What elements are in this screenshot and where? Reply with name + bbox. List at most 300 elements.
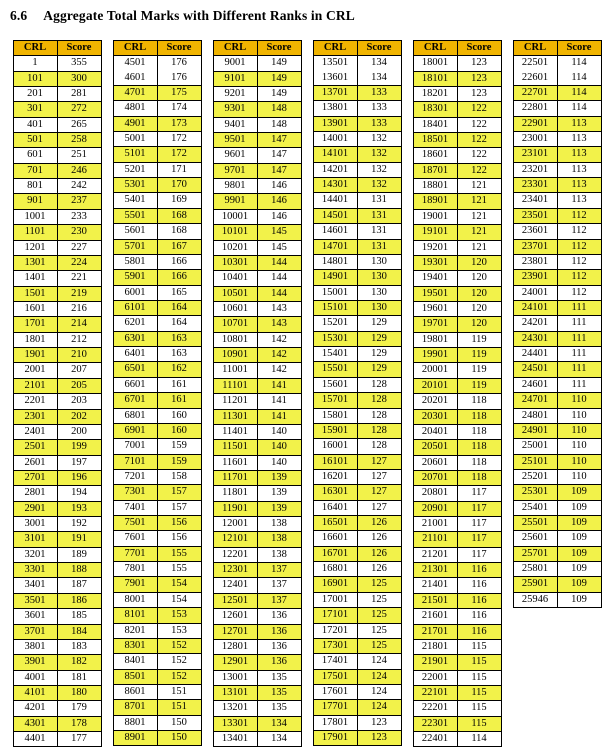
table-row: [313, 638, 401, 653]
cell-score: 113: [557, 116, 601, 131]
table-row: [13, 255, 101, 270]
cell-score: 117: [457, 486, 501, 501]
table-row: [113, 700, 201, 715]
cell-crl: 24701: [513, 393, 557, 408]
table-row: [213, 624, 301, 639]
cell-crl: 25701: [513, 546, 557, 561]
cell-score: 125: [357, 638, 401, 653]
cell-score: 111: [557, 301, 601, 316]
cell-crl: 18901: [413, 194, 457, 209]
cell-crl: 6601: [113, 377, 157, 392]
cell-crl: 9801: [213, 179, 257, 194]
cell-score: 124: [357, 700, 401, 715]
cell-score: 109: [557, 516, 601, 531]
table-row: [13, 578, 101, 593]
cell-crl: 21801: [413, 639, 457, 654]
cell-crl: 8701: [113, 700, 157, 715]
cell-score: 131: [357, 239, 401, 254]
cell-score: 152: [157, 654, 201, 669]
cell-score: 272: [57, 102, 101, 117]
table-row: [313, 669, 401, 684]
cell-crl: 22001: [413, 670, 457, 685]
cell-score: 117: [457, 517, 501, 532]
cell-score: 196: [57, 470, 101, 485]
cell-crl: 8201: [113, 623, 157, 638]
cell-score: 115: [457, 670, 501, 685]
cell-crl: 25101: [513, 454, 557, 469]
cell-crl: 19201: [413, 240, 457, 255]
cell-score: 134: [357, 71, 401, 86]
cell-crl: 6201: [113, 316, 157, 331]
cell-score: 141: [257, 394, 301, 409]
rank-table-block-2: [208, 40, 306, 747]
cell-score: 130: [357, 285, 401, 300]
table-row: [13, 455, 101, 470]
table-row: [113, 347, 201, 362]
table-row: [13, 440, 101, 455]
table-row: [313, 101, 401, 116]
table-row: [413, 332, 501, 347]
table-row: [413, 440, 501, 455]
cell-crl: 2501: [13, 440, 57, 455]
cell-score: 137: [257, 578, 301, 593]
cell-score: 110: [557, 423, 601, 438]
cell-crl: 14301: [313, 178, 357, 193]
table-row: [513, 408, 601, 423]
cell-crl: 5001: [113, 132, 157, 147]
cell-crl: 22401: [413, 732, 457, 747]
cell-score: 242: [57, 179, 101, 194]
table-row: [513, 423, 601, 438]
cell-score: 150: [157, 731, 201, 746]
cell-score: 110: [557, 469, 601, 484]
cell-score: 150: [157, 715, 201, 730]
cell-crl: 6801: [113, 408, 157, 423]
table-row: [213, 332, 301, 347]
cell-score: 138: [257, 532, 301, 547]
table-row: [113, 715, 201, 730]
cell-crl: 1: [13, 56, 57, 71]
table-row: [113, 654, 201, 669]
cell-score: 132: [357, 178, 401, 193]
table-row: [213, 148, 301, 163]
cell-crl: 11701: [213, 470, 257, 485]
cell-score: 141: [257, 409, 301, 424]
table-header-row: [13, 41, 101, 56]
cell-crl: 21201: [413, 547, 457, 562]
cell-crl: 3701: [13, 624, 57, 639]
cell-score: 166: [157, 270, 201, 285]
rank-table: [213, 40, 302, 747]
cell-score: 200: [57, 424, 101, 439]
cell-score: 207: [57, 363, 101, 378]
cell-score: 251: [57, 148, 101, 163]
cell-score: 118: [457, 424, 501, 439]
table-row: [113, 408, 201, 423]
section-number: 6.6: [10, 8, 28, 23]
table-row: [213, 378, 301, 393]
rank-table-block-4: [408, 40, 506, 747]
table-row: [213, 102, 301, 117]
cell-score: 111: [557, 377, 601, 392]
cell-crl: 12201: [213, 547, 257, 562]
cell-crl: 12601: [213, 609, 257, 624]
table-row: [13, 532, 101, 547]
cell-crl: 24901: [513, 423, 557, 438]
cell-score: 116: [457, 624, 501, 639]
cell-score: 202: [57, 409, 101, 424]
table-row: [13, 225, 101, 240]
table-row: [213, 732, 301, 747]
cell-crl: 13601: [313, 71, 357, 86]
table-row: [213, 563, 301, 578]
table-row: [113, 239, 201, 254]
cell-score: 124: [357, 669, 401, 684]
table-row: [413, 578, 501, 593]
table-row: [213, 455, 301, 470]
column-header-crl: CRL: [313, 41, 357, 56]
cell-score: 246: [57, 163, 101, 178]
cell-score: 154: [157, 577, 201, 592]
cell-crl: 20501: [413, 440, 457, 455]
cell-score: 135: [257, 685, 301, 700]
cell-score: 129: [357, 362, 401, 377]
table-row: [413, 271, 501, 286]
table-row: [313, 85, 401, 100]
cell-crl: 18701: [413, 163, 457, 178]
table-row: [313, 531, 401, 546]
cell-score: 118: [457, 470, 501, 485]
cell-score: 145: [257, 240, 301, 255]
cell-crl: 3301: [13, 563, 57, 578]
cell-score: 127: [357, 454, 401, 469]
cell-crl: 3601: [13, 609, 57, 624]
cell-crl: 16901: [313, 577, 357, 592]
table-row: [413, 470, 501, 485]
cell-crl: 1001: [13, 209, 57, 224]
cell-score: 122: [457, 102, 501, 117]
cell-crl: 24201: [513, 316, 557, 331]
cell-crl: 25201: [513, 469, 557, 484]
cell-score: 110: [557, 393, 601, 408]
cell-crl: 23201: [513, 162, 557, 177]
cell-crl: 7401: [113, 500, 157, 515]
cell-crl: 10001: [213, 209, 257, 224]
cell-crl: 15001: [313, 285, 357, 300]
cell-crl: 22601: [513, 71, 557, 86]
table-row: [313, 700, 401, 715]
cell-score: 128: [357, 423, 401, 438]
table-row: [113, 85, 201, 100]
cell-crl: 13001: [213, 670, 257, 685]
cell-crl: 8101: [113, 608, 157, 623]
cell-score: 141: [257, 378, 301, 393]
cell-score: 194: [57, 486, 101, 501]
table-row: [113, 500, 201, 515]
cell-score: 184: [57, 624, 101, 639]
table-row: [213, 655, 301, 670]
cell-score: 140: [257, 424, 301, 439]
cell-score: 117: [457, 501, 501, 516]
table-row: [313, 485, 401, 500]
cell-score: 134: [357, 56, 401, 71]
cell-crl: 501: [13, 133, 57, 148]
cell-score: 116: [457, 609, 501, 624]
cell-score: 164: [157, 301, 201, 316]
cell-score: 115: [457, 701, 501, 716]
cell-crl: 5301: [113, 178, 157, 193]
table-row: [113, 316, 201, 331]
table-row: [313, 71, 401, 86]
table-row: [113, 454, 201, 469]
table-row: [13, 317, 101, 332]
table-row: [213, 194, 301, 209]
cell-score: 216: [57, 302, 101, 317]
cell-score: 133: [357, 116, 401, 131]
table-row: [113, 208, 201, 223]
table-row: [513, 592, 601, 607]
cell-score: 111: [557, 362, 601, 377]
table-row: [413, 179, 501, 194]
table-row: [313, 254, 401, 269]
table-header-row: [513, 41, 601, 56]
cell-crl: 4501: [113, 56, 157, 71]
cell-crl: 25901: [513, 577, 557, 592]
table-row: [113, 393, 201, 408]
table-row: [213, 470, 301, 485]
table-row: [413, 163, 501, 178]
table-row: [413, 133, 501, 148]
cell-crl: 3801: [13, 639, 57, 654]
table-row: [413, 225, 501, 240]
cell-score: 123: [457, 86, 501, 101]
table-row: [413, 409, 501, 424]
cell-score: 123: [457, 71, 501, 86]
table-row: [113, 516, 201, 531]
table-row: [413, 148, 501, 163]
table-row: [213, 117, 301, 132]
table-row: [313, 500, 401, 515]
table-row: [213, 133, 301, 148]
cell-crl: 24301: [513, 331, 557, 346]
cell-score: 160: [157, 423, 201, 438]
cell-score: 156: [157, 531, 201, 546]
cell-score: 188: [57, 563, 101, 578]
cell-score: 233: [57, 209, 101, 224]
cell-score: 130: [357, 270, 401, 285]
column-header-crl: CRL: [413, 41, 457, 56]
table-row: [213, 578, 301, 593]
cell-crl: 11601: [213, 455, 257, 470]
cell-crl: 2301: [13, 409, 57, 424]
table-row: [13, 470, 101, 485]
cell-crl: 19901: [413, 348, 457, 363]
rank-table: [113, 40, 202, 746]
table-row: [13, 240, 101, 255]
cell-crl: 16301: [313, 485, 357, 500]
table-row: [413, 424, 501, 439]
cell-crl: 22301: [413, 716, 457, 731]
table-row: [513, 178, 601, 193]
table-row: [513, 469, 601, 484]
rank-table: [13, 40, 102, 747]
cell-score: 178: [57, 716, 101, 731]
cell-score: 176: [157, 71, 201, 86]
cell-score: 121: [457, 209, 501, 224]
table-row: [513, 454, 601, 469]
table-row: [313, 162, 401, 177]
cell-score: 118: [457, 440, 501, 455]
cell-crl: 8501: [113, 669, 157, 684]
cell-score: 119: [457, 348, 501, 363]
cell-crl: 9501: [213, 133, 257, 148]
cell-score: 119: [457, 378, 501, 393]
cell-score: 221: [57, 271, 101, 286]
cell-score: 127: [357, 500, 401, 515]
table-row: [13, 716, 101, 731]
cell-crl: 1701: [13, 317, 57, 332]
cell-score: 158: [157, 469, 201, 484]
cell-score: 120: [457, 286, 501, 301]
table-row: [213, 409, 301, 424]
cell-crl: 301: [13, 102, 57, 117]
table-row: [313, 316, 401, 331]
cell-crl: 11501: [213, 440, 257, 455]
cell-score: 146: [257, 194, 301, 209]
table-row: [213, 255, 301, 270]
table-row: [213, 302, 301, 317]
cell-crl: 6001: [113, 285, 157, 300]
cell-score: 186: [57, 593, 101, 608]
cell-score: 227: [57, 240, 101, 255]
cell-crl: 8001: [113, 592, 157, 607]
cell-crl: 23101: [513, 147, 557, 162]
cell-crl: 15301: [313, 331, 357, 346]
cell-score: 152: [157, 669, 201, 684]
rank-table: [313, 40, 402, 746]
cell-score: 159: [157, 454, 201, 469]
cell-crl: 1201: [13, 240, 57, 255]
cell-score: 210: [57, 348, 101, 363]
cell-crl: 801: [13, 179, 57, 194]
cell-score: 114: [557, 101, 601, 116]
cell-crl: 7101: [113, 454, 157, 469]
table-row: [513, 331, 601, 346]
cell-score: 113: [557, 147, 601, 162]
table-row: [513, 254, 601, 269]
table-row: [313, 347, 401, 362]
cell-score: 148: [257, 117, 301, 132]
cell-score: 193: [57, 501, 101, 516]
cell-score: 136: [257, 655, 301, 670]
table-row: [413, 286, 501, 301]
table-row: [313, 193, 401, 208]
cell-score: 192: [57, 517, 101, 532]
cell-score: 134: [257, 716, 301, 731]
table-row: [13, 133, 101, 148]
table-row: [513, 147, 601, 162]
cell-score: 120: [457, 271, 501, 286]
cell-score: 140: [257, 455, 301, 470]
cell-score: 300: [57, 71, 101, 86]
cell-score: 214: [57, 317, 101, 332]
cell-crl: 17501: [313, 669, 357, 684]
cell-score: 128: [357, 439, 401, 454]
cell-score: 119: [457, 363, 501, 378]
table-row: [113, 592, 201, 607]
cell-crl: 4601: [113, 71, 157, 86]
table-row: [13, 593, 101, 608]
cell-score: 109: [557, 592, 601, 607]
table-header-row: [413, 41, 501, 56]
cell-crl: 4901: [113, 116, 157, 131]
table-row: [213, 501, 301, 516]
table-header-row: [113, 41, 201, 56]
cell-crl: 23401: [513, 193, 557, 208]
cell-crl: 4401: [13, 732, 57, 747]
cell-score: 142: [257, 363, 301, 378]
table-row: [313, 132, 401, 147]
cell-crl: 18801: [413, 179, 457, 194]
cell-crl: 20301: [413, 409, 457, 424]
table-row: [113, 731, 201, 746]
cell-crl: 1101: [13, 225, 57, 240]
table-row: [113, 71, 201, 86]
table-row: [13, 486, 101, 501]
cell-score: 169: [157, 193, 201, 208]
cell-score: 265: [57, 117, 101, 132]
table-row: [413, 86, 501, 101]
cell-score: 114: [557, 71, 601, 86]
cell-crl: 3101: [13, 532, 57, 547]
cell-crl: 901: [13, 194, 57, 209]
cell-score: 137: [257, 593, 301, 608]
cell-score: 118: [457, 394, 501, 409]
cell-score: 170: [157, 178, 201, 193]
cell-score: 142: [257, 348, 301, 363]
table-row: [313, 285, 401, 300]
cell-crl: 8601: [113, 684, 157, 699]
table-row: [13, 363, 101, 378]
table-row: [113, 423, 201, 438]
cell-crl: 14401: [313, 193, 357, 208]
table-row: [113, 377, 201, 392]
cell-crl: 18601: [413, 148, 457, 163]
cell-score: 112: [557, 270, 601, 285]
cell-crl: 5401: [113, 193, 157, 208]
cell-crl: 20601: [413, 455, 457, 470]
column-header-score: Score: [157, 41, 201, 56]
cell-crl: 14701: [313, 239, 357, 254]
table-row: [413, 624, 501, 639]
cell-score: 131: [357, 208, 401, 223]
cell-crl: 4701: [113, 85, 157, 100]
cell-crl: 1801: [13, 332, 57, 347]
cell-crl: 7801: [113, 562, 157, 577]
cell-score: 181: [57, 670, 101, 685]
table-row: [313, 331, 401, 346]
cell-score: 116: [457, 563, 501, 578]
table-row: [113, 56, 201, 71]
table-row: [213, 593, 301, 608]
cell-crl: 14201: [313, 162, 357, 177]
table-row: [313, 546, 401, 561]
cell-crl: 4301: [13, 716, 57, 731]
cell-score: 258: [57, 133, 101, 148]
table-row: [13, 86, 101, 101]
cell-crl: 6101: [113, 301, 157, 316]
cell-score: 155: [157, 562, 201, 577]
